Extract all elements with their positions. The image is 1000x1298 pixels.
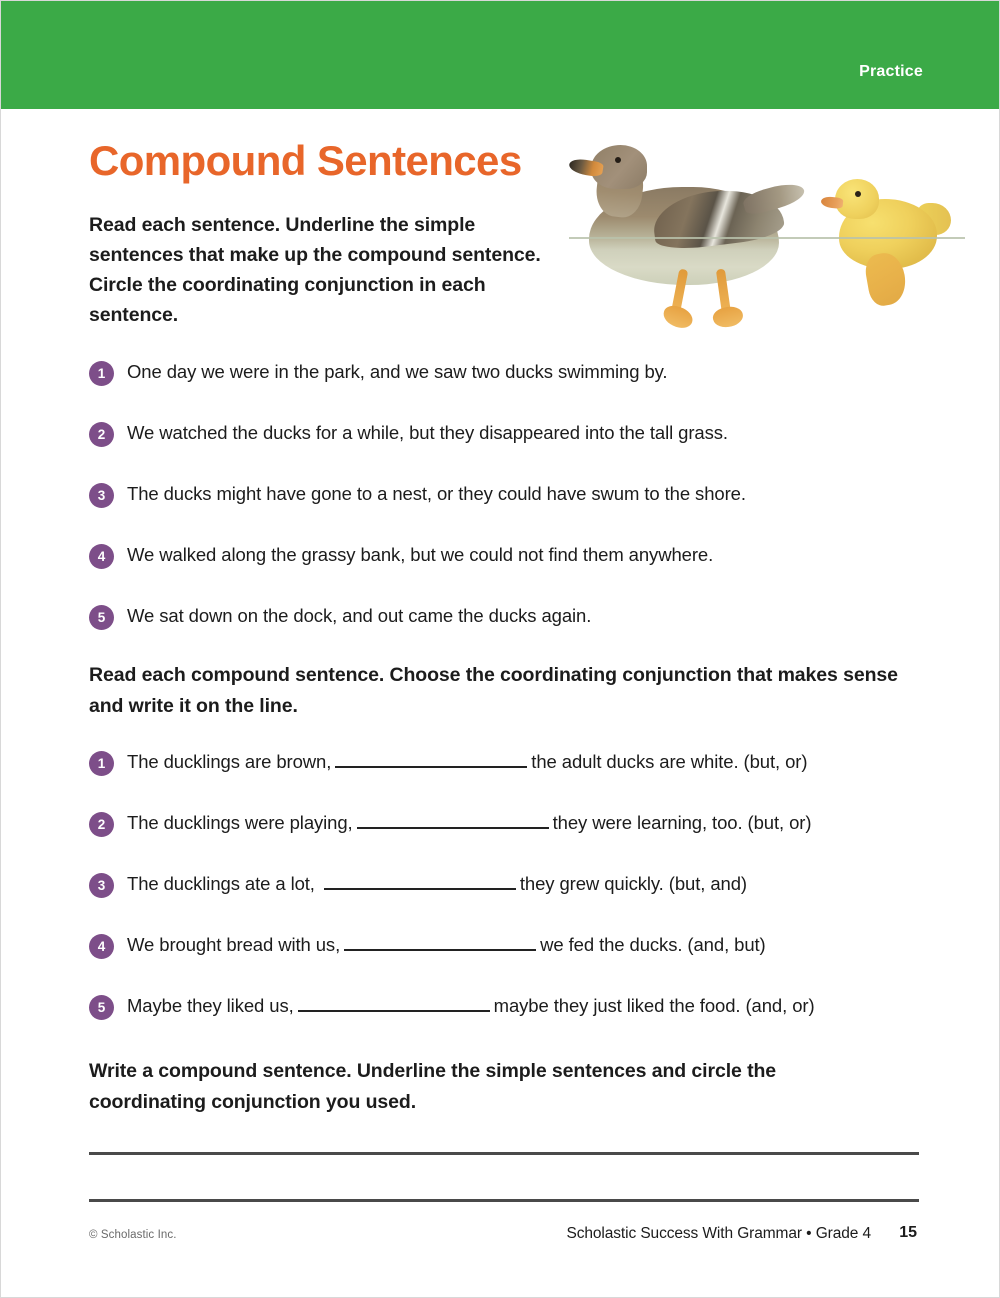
sentence-before-blank: We brought bread with us, <box>127 934 341 955</box>
adult-duck-foot-left <box>661 303 696 331</box>
sentence-before-blank: The ducklings ate a lot, <box>127 873 315 894</box>
sentence-before-blank: The ducklings are brown, <box>127 751 332 772</box>
answer-blank-line[interactable] <box>344 938 536 951</box>
sentence-before-blank: Maybe they liked us, <box>127 995 294 1016</box>
sentence-after-blank: they were learning, too. (but, or) <box>552 812 812 833</box>
section2-question-list <box>89 749 815 1020</box>
list-item <box>89 749 815 776</box>
item-number-badge: 5 <box>89 995 114 1020</box>
item-sentence <box>127 932 766 958</box>
item-sentence: We walked along the grassy bank, but we could not find them anywhere. <box>127 544 714 565</box>
list-item <box>89 871 815 898</box>
writing-line-1[interactable] <box>89 1152 919 1155</box>
answer-blank-line[interactable] <box>335 755 527 768</box>
adult-duck-eye <box>615 157 621 163</box>
waterline <box>569 237 965 239</box>
header-practice-label: Practice <box>859 63 923 80</box>
intro-instruction: Read each sentence. Underline the simple sentences that make up the compound sentence. Circle the coordinating conjunction in each sentence. <box>89 214 541 326</box>
item-number-badge: 4 <box>89 544 114 569</box>
list-item <box>89 810 815 837</box>
sentence-after-blank: we fed the ducks. (and, but) <box>540 934 766 955</box>
adult-duck-foot-right <box>711 304 745 331</box>
item-number-badge: 5 <box>89 605 114 630</box>
list-item <box>89 542 746 569</box>
item-sentence: One day we were in the park, and we saw two ducks swimming by. <box>127 361 668 382</box>
item-number-badge: 1 <box>89 361 114 386</box>
footer-page-number: 15 <box>899 1224 917 1241</box>
duck-photo <box>567 129 967 341</box>
sentence-before-blank: The ducklings were playing, <box>127 812 353 833</box>
answer-blank-line[interactable] <box>357 816 549 829</box>
section1-question-list <box>89 359 746 630</box>
item-sentence: The ducks might have gone to a nest, or they could have swum to the shore. <box>127 483 746 504</box>
header-bar <box>1 1 1000 109</box>
item-number-badge: 3 <box>89 873 114 898</box>
section3-instruction: Write a compound sentence. Underline the simple sentences and circle the coordinating conjunction you used. <box>89 1060 777 1113</box>
item-number-badge: 2 <box>89 812 114 837</box>
footer-copyright: © Scholastic Inc. <box>89 1229 177 1241</box>
list-item <box>89 932 815 959</box>
item-number-badge: 1 <box>89 751 114 776</box>
item-number-badge: 2 <box>89 422 114 447</box>
item-sentence: We watched the ducks for a while, but they disappeared into the tall grass. <box>127 422 728 443</box>
list-item <box>89 481 746 508</box>
list-item <box>89 420 746 447</box>
sentence-after-blank: maybe they just liked the food. (and, or) <box>493 995 815 1016</box>
footer-book-title: Scholastic Success With Grammar • Grade 4 <box>566 1225 871 1242</box>
section2-instruction: Read each compound sentence. Choose the coordinating conjunction that makes sense and write it on the line. <box>89 664 898 717</box>
item-sentence <box>127 871 747 897</box>
answer-blank-line[interactable] <box>298 999 490 1012</box>
item-sentence <box>127 749 807 775</box>
item-number-badge: 4 <box>89 934 114 959</box>
duckling-bill <box>820 196 843 209</box>
item-number-badge: 3 <box>89 483 114 508</box>
page-title: Compound Sentences <box>89 137 522 184</box>
sentence-after-blank: they grew quickly. (but, and) <box>519 873 747 894</box>
writing-line-2[interactable] <box>89 1199 919 1202</box>
list-item <box>89 993 815 1020</box>
sentence-after-blank: the adult ducks are white. (but, or) <box>531 751 808 772</box>
duckling-eye <box>855 191 861 197</box>
item-sentence <box>127 993 815 1019</box>
answer-blank-line[interactable] <box>324 877 516 890</box>
list-item <box>89 603 746 630</box>
list-item <box>89 359 746 386</box>
item-sentence: We sat down on the dock, and out came the ducks again. <box>127 605 592 626</box>
item-sentence <box>127 810 811 836</box>
